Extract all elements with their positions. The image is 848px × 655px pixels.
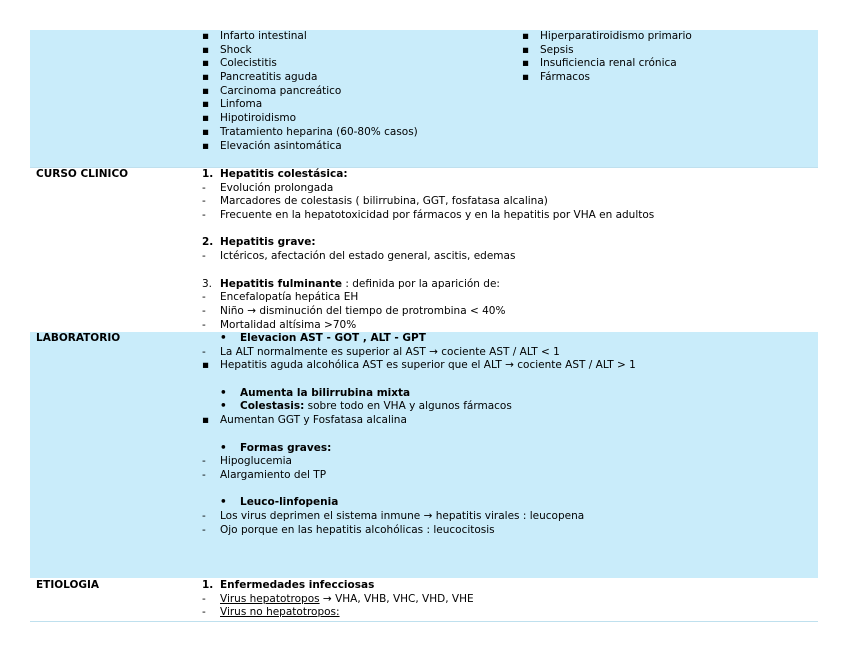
etiologia-row: ETIOLOGIA 1. Enfermedades infecciosas - Virus hepatotropos → VHA, VHB, VHC, VHD, VHE - Virus no hepatotropos:: [36, 579, 474, 619]
row-divider: [30, 167, 818, 168]
row-divider: [30, 621, 818, 622]
laboratorio-row: LABORATORIO • Elevacion AST - GOT , ALT - GPT - La ALT normalmente es superior al AST → cociente AST / ALT < 1 ▪ Hepatitis aguda alcohólica AST es superior que el ALT → cociente AST / ALT > 1 • Aumenta la bilirrubina mixta • Colestasis: sobre todo en VHA y algunos fármacos ▪ Aumentan GGT y Fosfatasa alcalina • Formas graves: - Hipoglucemia - Alargamiento del TP • Leuco-linfopenia - Los virus deprimen el sistema inmune → hepatitis virales : leucopena - Ojo porque en las hepatitis alcohólicas : leucocitosis: [30, 332, 818, 578]
row-label-curso: CURSO CLINICO: [36, 168, 129, 180]
row-label-laboratorio: LABORATORIO: [36, 332, 121, 344]
row-label-etiologia: ETIOLOGIA: [36, 579, 100, 591]
curso-clinico-row: CURSO CLINICO 1. Hepatitis colestásica: - Evolución prolongada - Marcadores de colestasis ( bilirrubina, GGT, fosfatasa alcalina) - Frecuente en la hepatotoxicidad por fármacos y en la hepatitis por VHA en adultos 2. Hepatitis grave: - Ictéricos, afectación del estado general, ascitis, edemas 3. Hepatitis fulminante : definida por la aparición de: - Encefalopatía hepática EH - Niño → disminución del tiempo de protrombina < 40% - Mortalidad altísima >70%: [36, 168, 655, 331]
top-row: ▪ Infarto intestinal ▪ Shock ▪ Colecistitis ▪ Pancreatitis aguda ▪ Carcinoma pancreático ▪ Linfoma ▪ Hipotiroidismo ▪ Tratamiento heparina (60-80% casos) ▪ Elevación asintomática ▪ Hiperparatiroidismo primario ▪ Sepsis ▪ Insuficiencia renal crónica ▪ Fármacos: [30, 30, 818, 167]
